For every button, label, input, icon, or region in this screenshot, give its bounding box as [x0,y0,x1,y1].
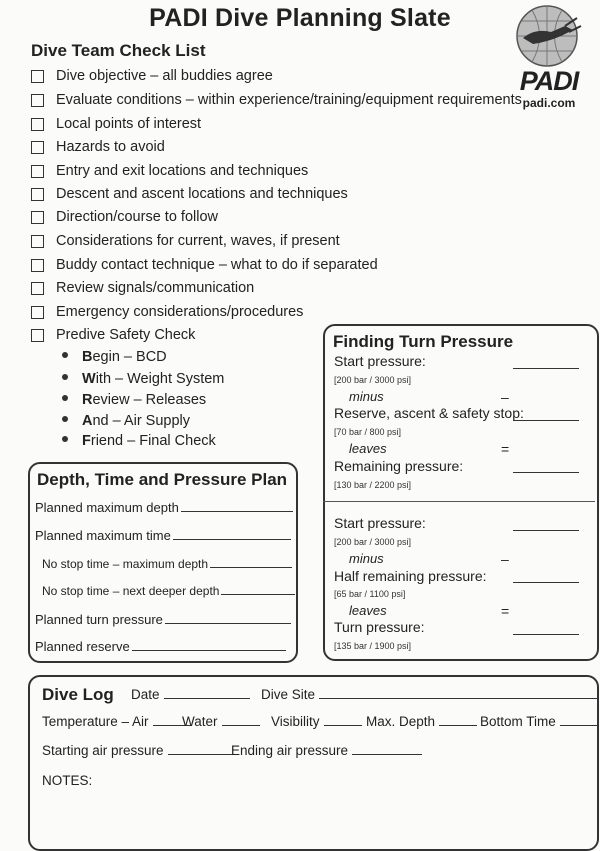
checklist-item[interactable]: Considerations for current, waves, if present [31,233,340,249]
checkbox[interactable] [31,306,44,319]
start2-blank[interactable] [513,530,579,531]
checkbox[interactable] [31,188,44,201]
checkbox[interactable] [31,211,44,224]
leaves-label: leaves [349,603,387,618]
half-remaining-example: [65 bar / 1100 psi] [334,589,406,599]
bullet-icon [62,374,68,380]
bullet-icon [62,352,68,358]
bullet-icon [62,395,68,401]
reserve-blank[interactable] [513,420,579,421]
bwraf-item: Friend – Final Check [62,433,216,449]
start2-example: [200 bar / 3000 psi] [334,537,412,547]
half-remaining-blank[interactable] [513,582,579,583]
plan-field[interactable]: Planned maximum time [35,528,291,543]
checklist-item[interactable]: Direction/course to follow [31,209,218,225]
turn-pressure-panel [323,324,599,661]
checklist-item[interactable]: Evaluate conditions – within experience/training/equipment requirements [31,92,522,108]
logo-wordmark: PADI [519,66,579,96]
dive-log-panel [28,675,599,851]
bwraf-item: With – Weight System [62,371,224,387]
plan-heading: Depth, Time and Pressure Plan [37,470,288,489]
checkbox[interactable] [31,235,44,248]
checkbox[interactable] [31,282,44,295]
turn-heading: Finding Turn Pressure [333,332,514,351]
plan-panel [28,462,298,663]
page-title: PADI Dive Planning Slate [149,4,451,32]
checkbox[interactable] [31,259,44,272]
checklist-item[interactable]: Entry and exit locations and techniques [31,163,308,179]
end-air-field[interactable]: Ending air pressure [231,743,422,758]
bullet-icon [62,436,68,442]
start-air-field[interactable]: Starting air pressure [42,743,236,758]
turn-pressure-blank[interactable] [513,634,579,635]
notes-label: NOTES: [42,773,93,788]
checklist-item[interactable]: Local points of interest [31,116,201,132]
checkbox[interactable] [31,165,44,178]
logo-url: padi.com [522,96,576,110]
start2-label: Start pressure: [334,515,426,531]
reserve-label: Reserve, ascent & safety stop: [334,405,524,421]
plan-field[interactable]: Planned turn pressure [35,612,291,627]
checklist-item[interactable]: Hazards to avoid [31,139,165,155]
globe-diver-icon [503,2,595,72]
equals-symbol: = [501,441,510,457]
checklist-heading: Dive Team Check List [31,41,206,60]
checkbox[interactable] [31,329,44,342]
water-field[interactable]: Water [182,714,260,729]
start-pressure-example: [200 bar / 3000 psi] [334,375,412,385]
remaining-label: Remaining pressure: [334,458,464,474]
temp-air-field[interactable]: Temperature – Air [42,714,191,729]
bwraf-item: And – Air Supply [62,413,190,429]
checklist-item[interactable]: Emergency considerations/procedures [31,304,303,320]
leaves-label: leaves [349,441,387,456]
remaining-example: [130 bar / 2200 psi] [334,480,412,490]
max-depth-field[interactable]: Max. Depth [366,714,477,729]
plan-field[interactable]: No stop time – next deeper depth [42,584,295,598]
checklist-item[interactable]: Review signals/communication [31,280,254,296]
turn-pressure-example: [135 bar / 1900 psi] [334,641,412,651]
checkbox[interactable] [31,70,44,83]
reserve-example: [70 bar / 800 psi] [334,427,402,437]
bullet-icon [62,416,68,422]
minus-symbol: – [501,389,509,405]
start-pressure-blank[interactable] [513,368,579,369]
date-field[interactable]: Date [131,687,250,702]
checkbox[interactable] [31,141,44,154]
visibility-field[interactable]: Visibility [271,714,362,729]
half-remaining-label: Half remaining pressure: [334,568,487,584]
checklist-item[interactable]: Buddy contact technique – what to do if separated [31,257,378,273]
checklist-item[interactable]: Dive objective – all buddies agree [31,68,273,84]
minus-label: minus [349,389,384,404]
plan-field[interactable]: No stop time – maximum depth [42,557,292,571]
minus-symbol: – [501,551,509,567]
divider [323,501,595,502]
start-pressure-label: Start pressure: [334,353,426,369]
dive-site-field[interactable]: Dive Site [261,687,597,702]
turn-pressure-label: Turn pressure: [334,619,425,635]
dive-log-heading: Dive Log [42,685,114,704]
remaining-blank[interactable] [513,472,579,473]
checklist-item[interactable]: Descent and ascent locations and techniques [31,186,348,202]
checkbox[interactable] [31,94,44,107]
plan-field[interactable]: Planned maximum depth [35,500,293,515]
minus-label: minus [349,551,384,566]
equals-symbol: = [501,603,510,619]
bottom-time-field[interactable]: Bottom Time [480,714,598,729]
bwraf-item: Review – Releases [62,392,206,408]
bwraf-item: Begin – BCD [62,349,167,365]
checkbox[interactable] [31,118,44,131]
checklist-item[interactable]: Predive Safety Check [31,327,195,343]
plan-field[interactable]: Planned reserve [35,639,286,654]
